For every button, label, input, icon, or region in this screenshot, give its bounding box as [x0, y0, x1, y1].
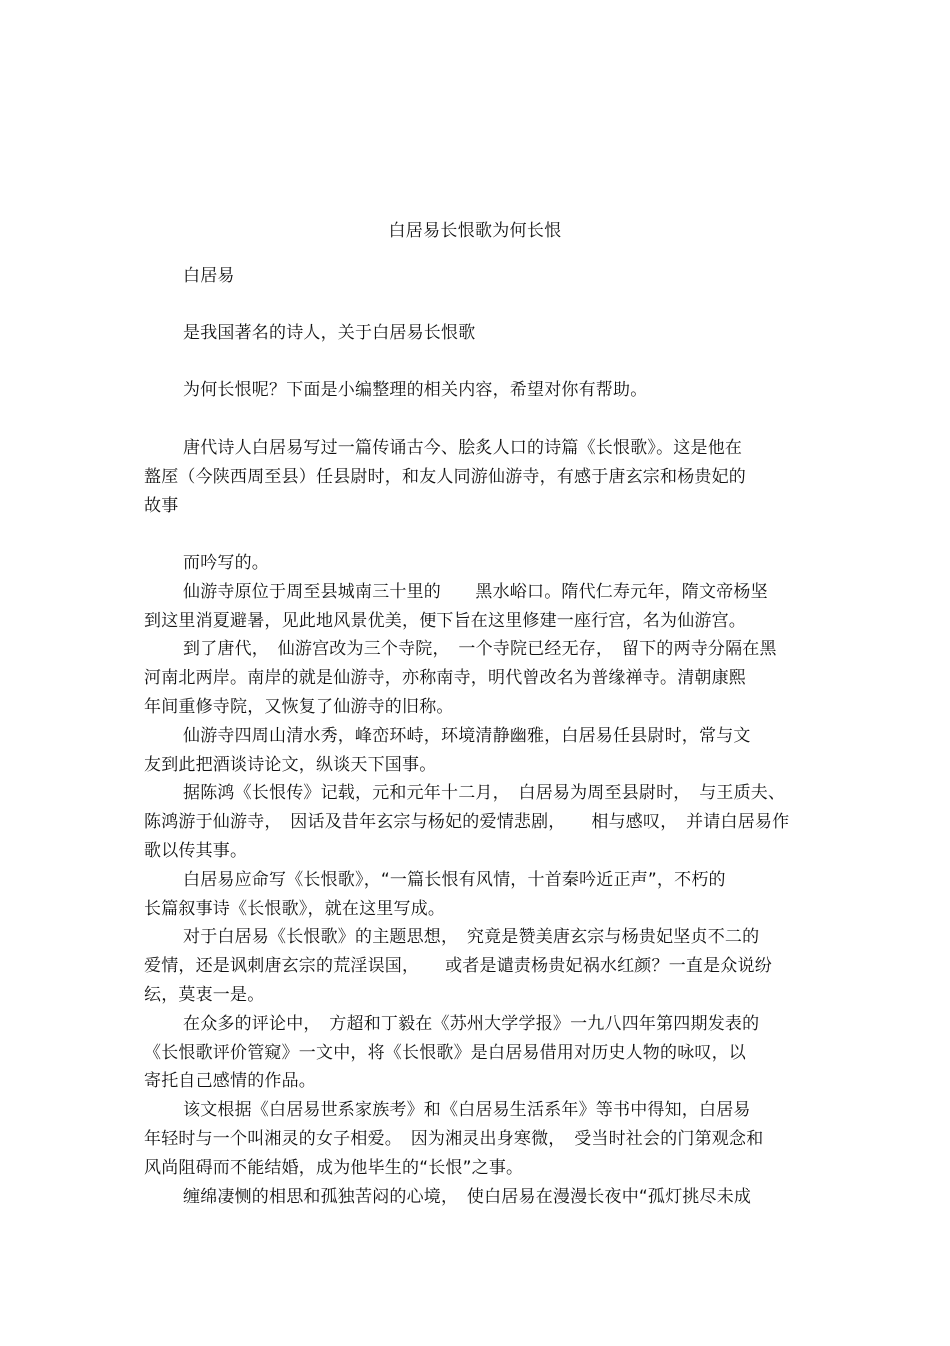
body-line: 到了唐代， 仙游宫改为三个寺院， 一个寺院已经无存， 留下的两寺分隔在黑: [183, 639, 777, 659]
body-line: 风尚阻碍而不能结婚，成为他毕生的“长恨”之事。: [144, 1158, 524, 1178]
body-line: 仙游寺原位于周至县城南三十里的 黑水峪口。隋代仁寿元年，隋文帝杨坚: [183, 582, 768, 602]
body-line: 缠绵凄恻的相思和孤独苦闷的心境， 使白居易在漫漫长夜中“孤灯挑尽未成: [183, 1187, 752, 1207]
body-line: 在众多的评论中， 方超和丁毅在《苏州大学学报》一九八四年第四期发表的: [183, 1014, 760, 1034]
body-line: 友到此把酒谈诗论文，纵谈天下国事。: [144, 755, 437, 775]
intro-line: 白居易: [183, 266, 235, 286]
body-line: 《长恨歌评价管窥》一文中，将《长恨歌》是白居易借用对历史人物的咏叹，以: [144, 1043, 746, 1063]
body-line: 故事: [144, 496, 179, 516]
intro-line: 是我国著名的诗人，关于白居易长恨歌: [183, 323, 476, 343]
body-line: 到这里消夏避暑，见此地风景优美，便下旨在这里修建一座行宫，名为仙游宫。: [144, 611, 746, 631]
body-line: 唐代诗人白居易写过一篇传诵古今、脍炙人口的诗篇《长恨歌》。这是他在: [183, 438, 743, 458]
body-line: 寄托自己感情的作品。: [144, 1071, 316, 1091]
body-line: 河南北两岸。南岸的就是仙游寺，亦称南寺，明代曾改名为普缘禅寺。清朝康熙: [144, 668, 746, 688]
body-line: 该文根据《白居易世系家族考》和《白居易生活系年》等书中得知，白居易: [183, 1100, 751, 1120]
document-title: 白居易长恨歌为何长恨: [388, 221, 562, 241]
body-line: 年轻时与一个叫湘灵的女子相爱。 因为湘灵出身寒微， 受当时社会的门第观念和: [144, 1129, 764, 1149]
body-line: 盩厔（今陕西周至县）任县尉时，和友人同游仙游寺，有感于唐玄宗和杨贵妃的: [144, 467, 746, 487]
body-line: 陈鸿游于仙游寺， 因话及昔年玄宗与杨妃的爱情悲剧， 相与感叹， 并请白居易作: [144, 812, 790, 832]
intro-line: 为何长恨呢？下面是小编整理的相关内容，希望对你有帮助。: [183, 380, 648, 400]
body-line: 而吟写的。: [183, 553, 269, 573]
body-line: 爱情，还是讽刺唐玄宗的荒淫误国， 或者是谴责杨贵妃祸水红颜？一直是众说纷: [144, 956, 772, 976]
body-line: 长篇叙事诗《长恨歌》，就在这里写成。: [144, 899, 446, 919]
body-line: 纭，莫衷一是。: [144, 985, 265, 1005]
body-line: 歌以传其事。: [144, 841, 248, 861]
body-line: 对于白居易《长恨歌》的主题思想， 究竟是赞美唐玄宗与杨贵妃坚贞不二的: [183, 927, 760, 947]
body-line: 仙游寺四周山清水秀，峰峦环峙，环境清静幽雅，白居易任县尉时，常与文: [183, 726, 751, 746]
body-line: 白居易应命写《长恨歌》，“一篇长恨有风情，十首秦吟近正声”，不朽的: [183, 870, 726, 890]
body-line: 年间重修寺院，又恢复了仙游寺的旧称。: [144, 697, 454, 717]
body-line: 据陈鸿《长恨传》记载，元和元年十二月， 白居易为周至县尉时， 与王质夫、: [183, 783, 786, 803]
